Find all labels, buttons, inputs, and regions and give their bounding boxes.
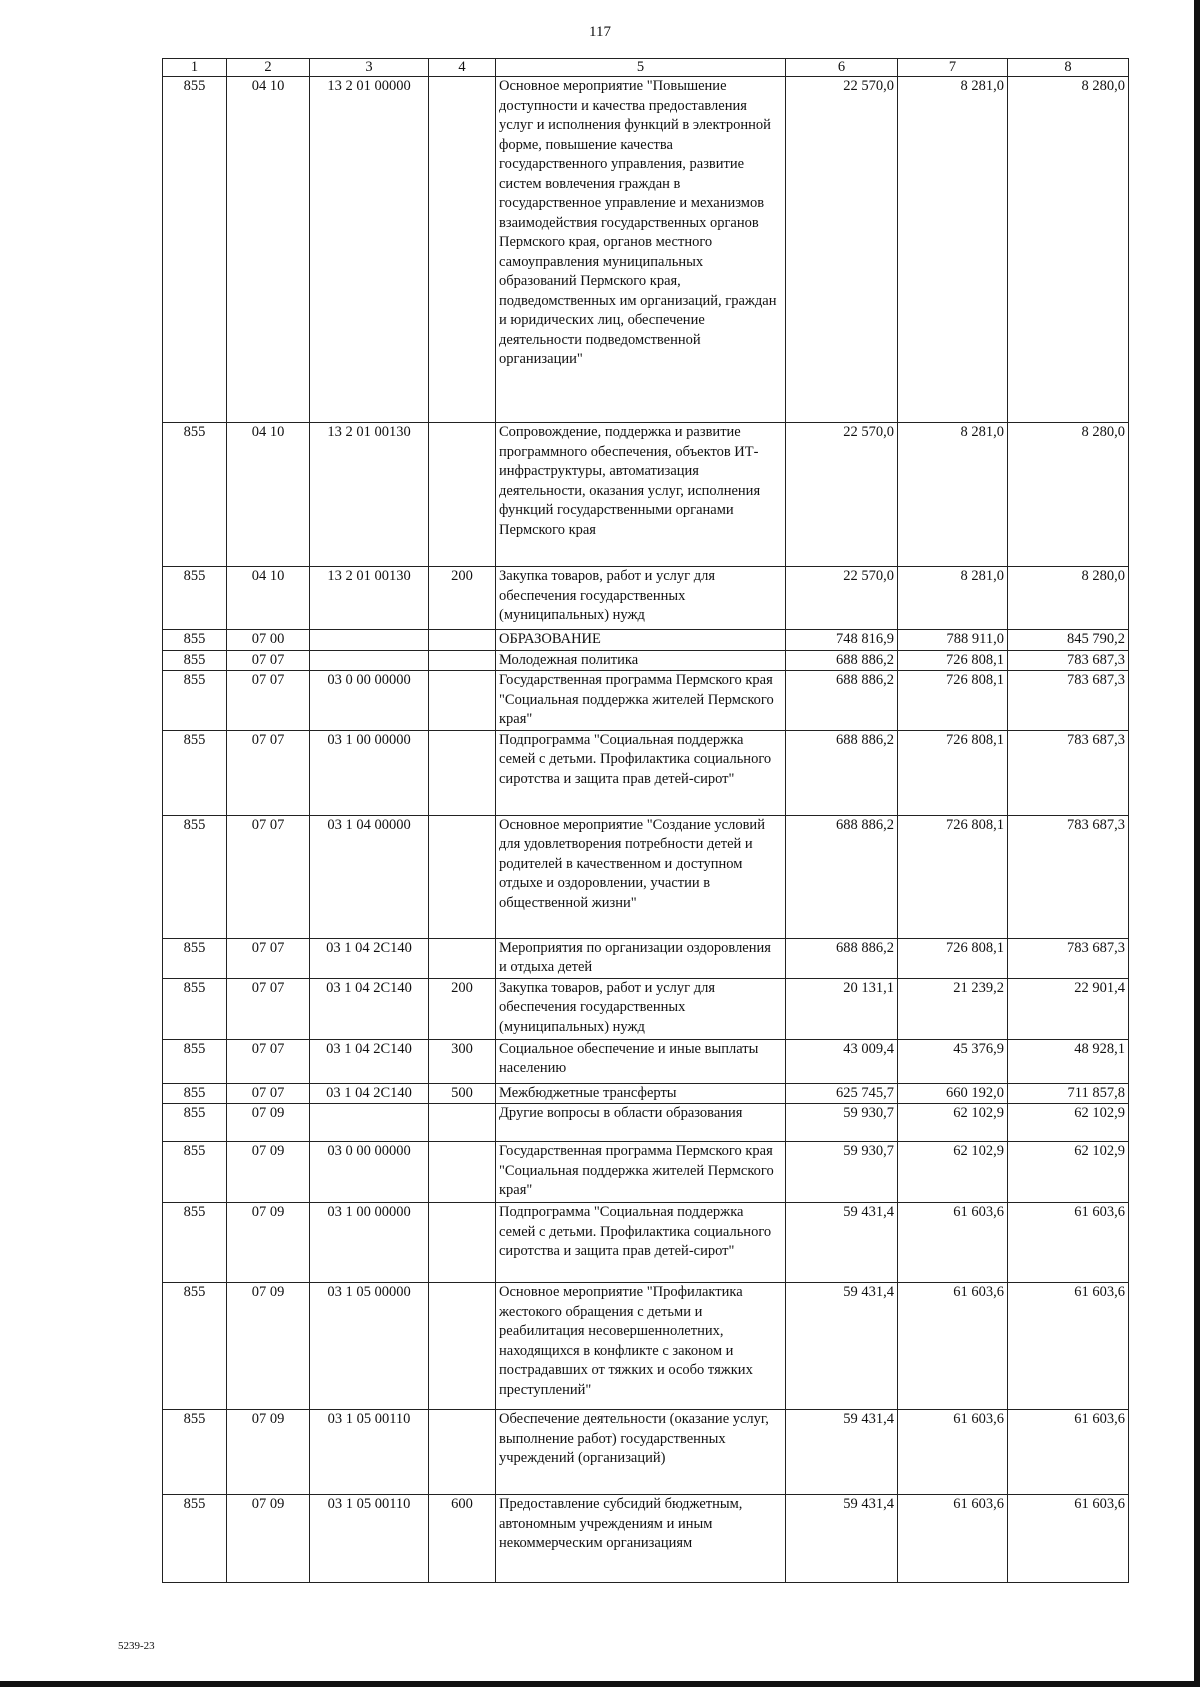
cell-amount-col8: 783 687,3 (1008, 815, 1129, 938)
cell-department: 855 (163, 1142, 227, 1203)
cell-section: 07 07 (227, 815, 310, 938)
cell-target-article: 03 0 00 00000 (310, 671, 429, 731)
cell-amount-col8: 61 603,6 (1008, 1410, 1129, 1495)
cell-amount-col7: 8 281,0 (898, 567, 1008, 630)
cell-description: Основное мероприятие "Повышение доступности и качества предоставления услуг и исполнения функций в электронной форме, повышение качества государственного управления, развитие систем вовлечения граждан в государственное управление и механизмов взаимодействия государственных органов Пермского края, органов местного самоуправления муниципальных образований Пермского края, подведомственных им организаций, граждан и юридических лиц, обеспечение деятельности подведомственной организации" (496, 77, 786, 423)
table-row (163, 77, 1129, 423)
cell-expense-type (429, 423, 496, 567)
cell-department: 855 (163, 1283, 227, 1410)
cell-amount-col6: 688 886,2 (786, 671, 898, 731)
cell-department: 855 (163, 77, 227, 423)
cell-amount-col7: 726 808,1 (898, 650, 1008, 671)
cell-amount-col8: 783 687,3 (1008, 730, 1129, 815)
cell-amount-col8: 783 687,3 (1008, 650, 1129, 671)
column-number-row (163, 59, 1129, 77)
table-row (163, 938, 1129, 978)
cell-section: 07 00 (227, 630, 310, 651)
cell-amount-col8: 61 603,6 (1008, 1283, 1129, 1410)
cell-target-article: 03 1 05 00000 (310, 1283, 429, 1410)
cell-target-article (310, 630, 429, 651)
cell-amount-col7: 61 603,6 (898, 1495, 1008, 1583)
cell-expense-type (429, 1203, 496, 1283)
cell-amount-col6: 59 431,4 (786, 1203, 898, 1283)
cell-amount-col8: 48 928,1 (1008, 1039, 1129, 1083)
table-row (163, 567, 1129, 630)
cell-expense-type (429, 1283, 496, 1410)
cell-department: 855 (163, 567, 227, 630)
cell-department: 855 (163, 1039, 227, 1083)
cell-amount-col8: 61 603,6 (1008, 1203, 1129, 1283)
cell-amount-col7: 726 808,1 (898, 938, 1008, 978)
cell-amount-col6: 43 009,4 (786, 1039, 898, 1083)
cell-description: Предоставление субсидий бюджетным, автономным учреждениям и иным некоммерческим организациям (496, 1495, 786, 1583)
table-row (163, 630, 1129, 651)
cell-description: Государственная программа Пермского края "Социальная поддержка жителей Пермского края" (496, 671, 786, 731)
cell-amount-col8: 62 102,9 (1008, 1142, 1129, 1203)
cell-amount-col8: 61 603,6 (1008, 1495, 1129, 1583)
cell-expense-type: 200 (429, 567, 496, 630)
cell-target-article: 03 1 04 00000 (310, 815, 429, 938)
column-header: 7 (898, 59, 1008, 77)
cell-department: 855 (163, 630, 227, 651)
cell-department: 855 (163, 650, 227, 671)
cell-target-article: 13 2 01 00000 (310, 77, 429, 423)
cell-target-article: 03 1 05 00110 (310, 1410, 429, 1495)
cell-target-article (310, 1104, 429, 1142)
cell-target-article: 03 1 04 2С140 (310, 1039, 429, 1083)
cell-department: 855 (163, 938, 227, 978)
cell-department: 855 (163, 1104, 227, 1142)
cell-description: Закупка товаров, работ и услуг для обеспечения государственных (муниципальных) нужд (496, 978, 786, 1039)
table-row (163, 423, 1129, 567)
cell-amount-col7: 61 603,6 (898, 1283, 1008, 1410)
cell-amount-col8: 22 901,4 (1008, 978, 1129, 1039)
cell-amount-col7: 788 911,0 (898, 630, 1008, 651)
cell-amount-col6: 59 930,7 (786, 1104, 898, 1142)
cell-expense-type (429, 730, 496, 815)
cell-amount-col7: 62 102,9 (898, 1142, 1008, 1203)
cell-expense-type: 300 (429, 1039, 496, 1083)
cell-department: 855 (163, 1495, 227, 1583)
cell-amount-col7: 62 102,9 (898, 1104, 1008, 1142)
document-code: 5239-23 (118, 1640, 155, 1652)
cell-amount-col6: 20 131,1 (786, 978, 898, 1039)
cell-expense-type: 600 (429, 1495, 496, 1583)
cell-amount-col7: 61 603,6 (898, 1410, 1008, 1495)
cell-target-article: 13 2 01 00130 (310, 567, 429, 630)
table-row (163, 650, 1129, 671)
cell-target-article: 03 1 04 2С140 (310, 1083, 429, 1104)
cell-department: 855 (163, 1083, 227, 1104)
cell-amount-col6: 688 886,2 (786, 730, 898, 815)
cell-expense-type (429, 671, 496, 731)
cell-amount-col6: 59 431,4 (786, 1283, 898, 1410)
cell-target-article: 03 1 04 2С140 (310, 938, 429, 978)
column-header: 4 (429, 59, 496, 77)
cell-description: Основное мероприятие "Создание условий для удовлетворения потребности детей и родителей в качественном и доступном отдыхе и оздоровлении, участии в общественной жизни" (496, 815, 786, 938)
cell-expense-type (429, 1104, 496, 1142)
cell-description: Мероприятия по организации оздоровления и отдыха детей (496, 938, 786, 978)
table-row (163, 815, 1129, 938)
cell-amount-col8: 845 790,2 (1008, 630, 1129, 651)
cell-section: 07 09 (227, 1142, 310, 1203)
cell-expense-type: 200 (429, 978, 496, 1039)
cell-amount-col8: 711 857,8 (1008, 1083, 1129, 1104)
table-row (163, 1410, 1129, 1495)
table-row (163, 978, 1129, 1039)
cell-description: Другие вопросы в области образования (496, 1104, 786, 1142)
page-number: 117 (589, 24, 611, 40)
cell-description: Межбюджетные трансферты (496, 1083, 786, 1104)
cell-expense-type: 500 (429, 1083, 496, 1104)
cell-section: 07 09 (227, 1283, 310, 1410)
cell-section: 07 07 (227, 1083, 310, 1104)
table-row (163, 1495, 1129, 1583)
cell-description: ОБРАЗОВАНИЕ (496, 630, 786, 651)
table-row (163, 671, 1129, 731)
cell-amount-col8: 8 280,0 (1008, 423, 1129, 567)
cell-amount-col6: 688 886,2 (786, 938, 898, 978)
column-header: 6 (786, 59, 898, 77)
cell-description: Закупка товаров, работ и услуг для обеспечения государственных (муниципальных) нужд (496, 567, 786, 630)
cell-description: Сопровождение, поддержка и развитие программного обеспечения, объектов ИТ-инфраструктуры, автоматизация деятельности, оказания услуг, исполнения функций государственными органами Пермского края (496, 423, 786, 567)
column-header: 3 (310, 59, 429, 77)
cell-section: 07 07 (227, 671, 310, 731)
cell-department: 855 (163, 815, 227, 938)
table-row (163, 730, 1129, 815)
cell-description: Социальное обеспечение и иные выплаты населению (496, 1039, 786, 1083)
cell-target-article: 03 1 00 00000 (310, 730, 429, 815)
table-body (163, 77, 1129, 1583)
cell-amount-col6: 22 570,0 (786, 423, 898, 567)
cell-description: Подпрограмма "Социальная поддержка семей с детьми. Профилактика социального сиротства и защита прав детей-сирот" (496, 1203, 786, 1283)
cell-expense-type (429, 77, 496, 423)
cell-department: 855 (163, 730, 227, 815)
cell-section: 04 10 (227, 423, 310, 567)
cell-section: 07 07 (227, 1039, 310, 1083)
cell-amount-col7: 726 808,1 (898, 730, 1008, 815)
cell-department: 855 (163, 423, 227, 567)
column-header: 1 (163, 59, 227, 77)
cell-description: Обеспечение деятельности (оказание услуг, выполнение работ) государственных учреждений (организаций) (496, 1410, 786, 1495)
cell-description: Молодежная политика (496, 650, 786, 671)
table-row (163, 1142, 1129, 1203)
cell-target-article: 03 1 00 00000 (310, 1203, 429, 1283)
cell-amount-col7: 8 281,0 (898, 423, 1008, 567)
cell-expense-type (429, 650, 496, 671)
cell-target-article: 03 1 04 2С140 (310, 978, 429, 1039)
cell-amount-col7: 21 239,2 (898, 978, 1008, 1039)
cell-section: 04 10 (227, 77, 310, 423)
cell-amount-col6: 688 886,2 (786, 815, 898, 938)
cell-amount-col7: 45 376,9 (898, 1039, 1008, 1083)
column-header: 5 (496, 59, 786, 77)
cell-target-article: 03 0 00 00000 (310, 1142, 429, 1203)
cell-amount-col6: 748 816,9 (786, 630, 898, 651)
cell-section: 07 07 (227, 938, 310, 978)
cell-amount-col6: 59 930,7 (786, 1142, 898, 1203)
cell-amount-col8: 783 687,3 (1008, 938, 1129, 978)
cell-amount-col7: 660 192,0 (898, 1083, 1008, 1104)
cell-section: 07 09 (227, 1410, 310, 1495)
cell-expense-type (429, 1142, 496, 1203)
cell-amount-col7: 726 808,1 (898, 815, 1008, 938)
cell-expense-type (429, 815, 496, 938)
cell-section: 07 07 (227, 978, 310, 1039)
cell-target-article: 03 1 05 00110 (310, 1495, 429, 1583)
table-row (163, 1104, 1129, 1142)
cell-amount-col8: 62 102,9 (1008, 1104, 1129, 1142)
cell-department: 855 (163, 1410, 227, 1495)
cell-target-article (310, 650, 429, 671)
cell-amount-col6: 59 431,4 (786, 1410, 898, 1495)
column-header: 8 (1008, 59, 1129, 77)
cell-section: 07 09 (227, 1104, 310, 1142)
cell-department: 855 (163, 978, 227, 1039)
cell-amount-col6: 22 570,0 (786, 567, 898, 630)
cell-section: 07 07 (227, 730, 310, 815)
cell-expense-type (429, 630, 496, 651)
cell-amount-col8: 783 687,3 (1008, 671, 1129, 731)
cell-expense-type (429, 1410, 496, 1495)
cell-amount-col6: 59 431,4 (786, 1495, 898, 1583)
cell-target-article: 13 2 01 00130 (310, 423, 429, 567)
cell-description: Подпрограмма "Социальная поддержка семей с детьми. Профилактика социального сиротства и защита прав детей-сирот" (496, 730, 786, 815)
cell-amount-col6: 625 745,7 (786, 1083, 898, 1104)
cell-amount-col8: 8 280,0 (1008, 567, 1129, 630)
cell-section: 07 09 (227, 1495, 310, 1583)
table-row (163, 1283, 1129, 1410)
cell-amount-col7: 8 281,0 (898, 77, 1008, 423)
column-header: 2 (227, 59, 310, 77)
table-row (163, 1083, 1129, 1104)
cell-amount-col7: 61 603,6 (898, 1203, 1008, 1283)
cell-section: 07 07 (227, 650, 310, 671)
cell-department: 855 (163, 671, 227, 731)
cell-amount-col6: 22 570,0 (786, 77, 898, 423)
cell-section: 04 10 (227, 567, 310, 630)
cell-department: 855 (163, 1203, 227, 1283)
cell-description: Государственная программа Пермского края "Социальная поддержка жителей Пермского края" (496, 1142, 786, 1203)
table-row (163, 1203, 1129, 1283)
budget-table (162, 58, 1129, 1583)
cell-section: 07 09 (227, 1203, 310, 1283)
cell-amount-col8: 8 280,0 (1008, 77, 1129, 423)
cell-amount-col7: 726 808,1 (898, 671, 1008, 731)
table-row (163, 1039, 1129, 1083)
cell-expense-type (429, 938, 496, 978)
cell-description: Основное мероприятие "Профилактика жестокого обращения с детьми и реабилитация несовершеннолетних, находящихся в конфликте с законом и пострадавших от тяжких и особо тяжких преступлений" (496, 1283, 786, 1410)
cell-amount-col6: 688 886,2 (786, 650, 898, 671)
